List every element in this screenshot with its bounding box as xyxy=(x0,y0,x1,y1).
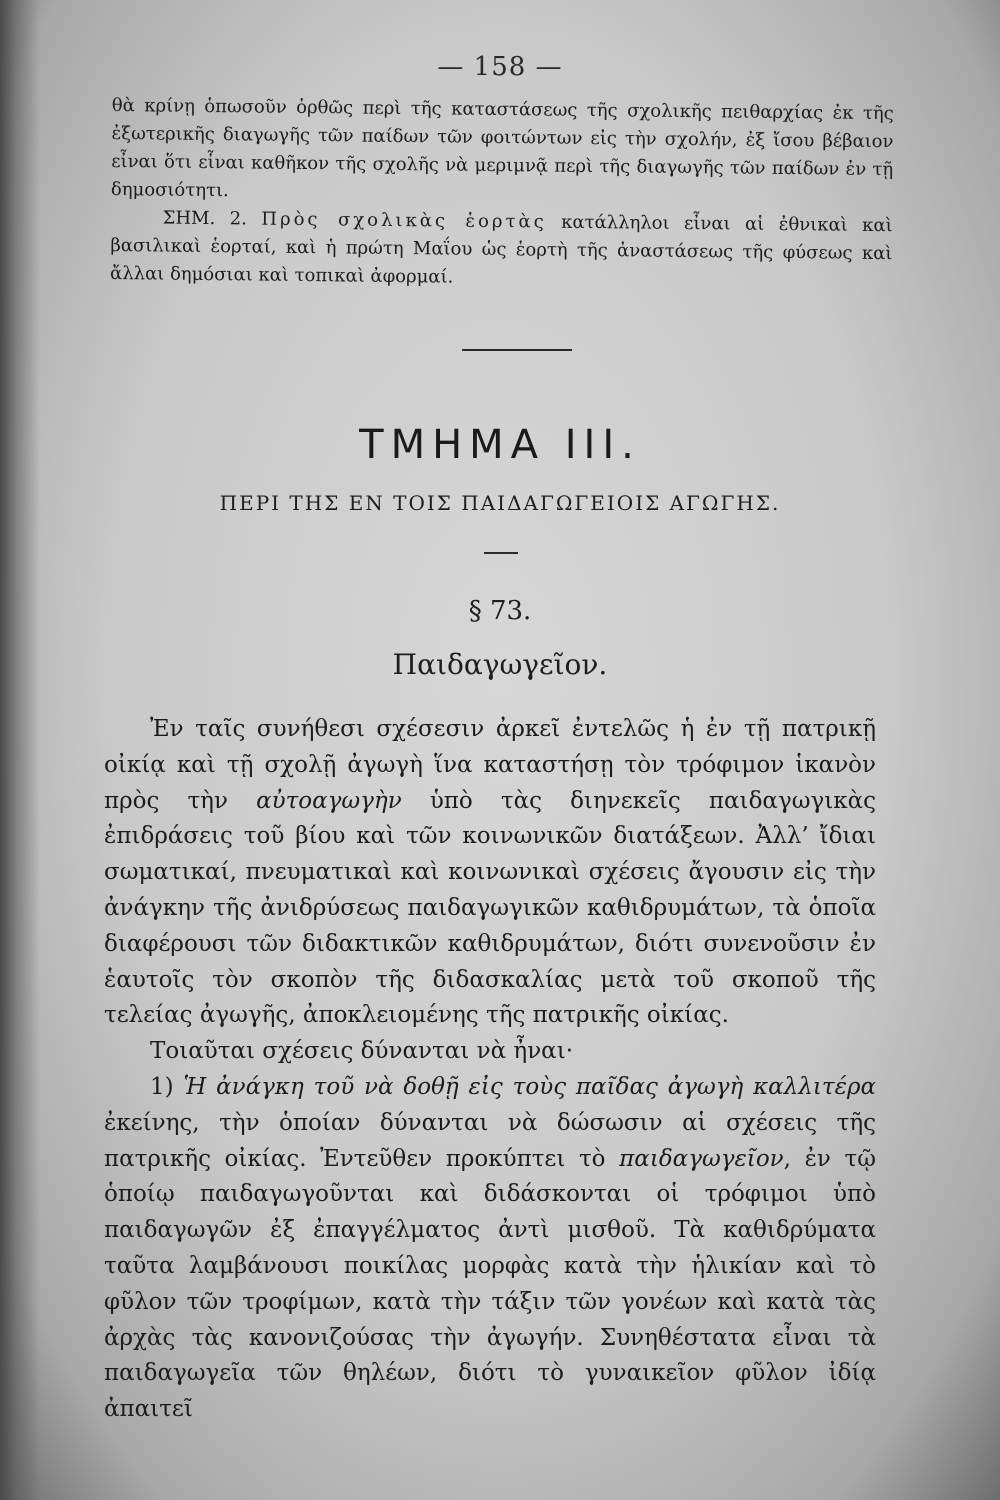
note-label: ΣΗΜ. 2. xyxy=(162,207,248,230)
body-p3-number: 1) xyxy=(150,1073,174,1100)
body-p3-italic: Ἡ ἀνάγκη τοῦ νὰ δοθῇ εἰς τοὺς παῖδας ἀγωγὴ καλλιτέρα xyxy=(183,1073,877,1100)
paragraph-heading: Παιδαγωγεῖον. xyxy=(392,648,608,681)
body-p1-part2: ὑπὸ τὰς διηνεκεῖς παιδαγωγικὰς ἐπιδράσεις τοῦ βίου καὶ τῶν κοινωνικῶν διατάξεων. Ἀλλ’ ἴδιαι σωματικαί, πνευματικαὶ καὶ κοινωνικαὶ σχέσεις ἄγουσιν εἰς τὴν ἀνάγκην τῆς ἀνιδρύσεως παιδαγωγικῶν καθιδρυμάτων, τὰ ὁποῖα διαφέρουσι τῶν διδακτικῶν καθιδρυμάτων, διότι συνενοῦσιν ἐν ἑαυτοῖς τὸν σκοπὸν τῆς διδασκαλίας μετὰ τοῦ σκοποῦ τῆς τελείας ἀγωγῆς, ἀποκλειομένης τῆς πατρικῆς οἰκίας. xyxy=(104,787,877,1029)
body-p1-part1: Ἐν ταῖς συνήθεσι σχέσεσιν ἀρκεῖ ἐντελῶς ἡ ἐν τῇ πατρικῇ οἰκίᾳ καὶ τῇ σχολῇ ἀγωγὴ ἵνα καταστήσῃ τὸν τρόφιμον ἱκανὸν πρὸς τὴν xyxy=(104,716,876,814)
body-p3-part1: ἐκείνης, τὴν ὁποίαν δύνανται νὰ δώσωσιν αἱ σχέσεις τῆς πατρικῆς οἰκίας. Ἐντεῦθεν προκύπτει τὸ xyxy=(104,1109,876,1172)
body-paragraph-3 xyxy=(104,1070,876,1428)
short-divider xyxy=(484,552,518,554)
body-paragraph-2: Τοιαῦται σχέσεις δύνανται νὰ ἦναι· xyxy=(150,1038,574,1065)
section-title: ΤΜΗΜΑ ΙΙΙ. xyxy=(359,422,641,468)
body-p3-italic2: παιδαγωγεῖον xyxy=(619,1145,784,1172)
note-paragraph xyxy=(110,204,893,296)
page-number: — 158 — xyxy=(437,52,563,82)
section-subtitle: ΠΕΡΙ ΤΗΣ ΕΝ ΤΟΙΣ ΠΑΙΔΑΓΩΓΕΙΟΙΣ ΑΓΩΓΗΣ. xyxy=(219,491,781,515)
section-divider xyxy=(462,349,572,351)
preceding-paragraph: θὰ κρίνῃ ὁπωσοῦν ὀρθῶς περὶ τῆς καταστάσεως τῆς σχολικῆς πειθαρχίας ἐκ τῆς ἐξωτερικῆς διαγωγῆς τῶν παίδων τῶν φοιτώντων εἰς τὴν σχολήν, ἐξ ἴσου βέβαιον εἶναι ὅτι εἶναι καθῆκον τῆς σχολῆς νὰ μεριμνᾷ περὶ τῆς διαγωγῆς τῶν παίδων ἐν τῇ δημοσιότητι. xyxy=(110,94,894,202)
note-text: κατάλληλοι εἶναι αἱ ἐθνικαὶ καὶ βασιλικαὶ ἑορταί, καὶ ἡ πρώτη Μαΐου ὡς ἑορτὴ τῆς ἀναστάσεως τῆς φύσεως καὶ ἄλλαι δημόσιαι καὶ τοπικαὶ ἀφορμαί. xyxy=(109,211,893,288)
page-edge-shadow xyxy=(0,0,40,1500)
body-p1-italic: αὐτοαγωγὴν xyxy=(256,787,402,814)
body-text xyxy=(104,712,876,1428)
body-p3-part2: , ἐν τῷ ὁποίῳ παιδαγωγοῦνται καὶ διδάσκονται οἱ τρόφιμοι ὑπὸ παιδαγωγῶν ἐξ ἐπαγγέλματος ἀντὶ μισθοῦ. Τὰ καθιδρύματα ταῦτα λαμβάνουσι ποικίλας μορφὰς κατὰ τὴν ἡλικίαν καὶ τὸ φῦλον τῶν τροφίμων, κατὰ τὴν τάξιν τῶν γονέων καὶ κατὰ τὰς ἀρχὰς τὰς κανονιζούσας τὴν ἀγωγήν. Συνηθέστατα εἶναι τὰ παιδαγωγεῖα τῶν θηλέων, διότι τὸ γυναικεῖον φῦλον ἰδίᾳ ἀπαιτεῖ xyxy=(104,1145,876,1423)
preceding-section-text xyxy=(110,92,894,296)
paragraph-number: § 73. xyxy=(468,596,532,626)
body-paragraph-1 xyxy=(104,712,876,1034)
note-spaced-phrase: Πρὸς σχολικὰς ἑορτὰς xyxy=(261,208,547,233)
